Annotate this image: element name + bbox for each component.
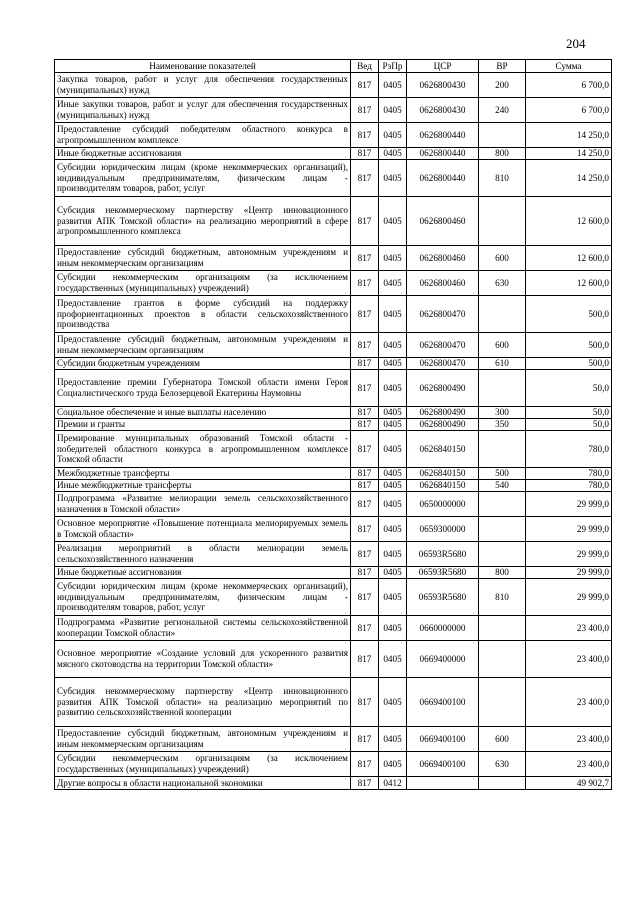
row-vr: [479, 492, 526, 517]
row-rzpr: 0405: [379, 616, 407, 641]
row-rzpr: 0405: [379, 148, 407, 160]
row-sum: 50,0: [526, 370, 612, 407]
row-vr: 240: [479, 98, 526, 123]
row-name: Субсидии некоммерческим организациям (за исключением государственных (муниципальных) учреждений): [55, 271, 351, 296]
row-rzpr: 0405: [379, 98, 407, 123]
row-csr: 0659300000: [407, 517, 479, 542]
row-csr: 0669400100: [407, 752, 479, 777]
row-ved: 817: [351, 492, 379, 517]
row-ved: 817: [351, 160, 379, 197]
row-name: Субсидии некоммерческим организациям (за исключением государственных (муниципальных) учреждений): [55, 752, 351, 777]
table-row: [55, 492, 612, 517]
table-row: [55, 73, 612, 98]
row-csr: 0669400000: [407, 641, 479, 678]
row-name: Межбюджетные трансферты: [55, 468, 351, 480]
row-name: Другие вопросы в области национальной экономики: [55, 777, 351, 790]
row-name: Подпрограмма «Развитие мелиорации земель сельскохозяйственного назначения в Томской области»: [55, 492, 351, 517]
row-csr: 0626840150: [407, 468, 479, 480]
header-rzpr: РзПр: [379, 60, 407, 73]
row-vr: 300: [479, 407, 526, 419]
table-row: [55, 333, 612, 358]
table-row: [55, 678, 612, 727]
row-rzpr: 0405: [379, 271, 407, 296]
row-name: Субсидия некоммерческому партнерству «Центр инновационного развития АПК Томской области» на реализацию мероприятий в сфере агропромышленного комплекса: [55, 197, 351, 246]
row-name: Субсидии юридическим лицам (кроме некоммерческих организаций), индивидуальным предпринимателям, физическим лицам - производителям товаров, работ, услуг: [55, 160, 351, 197]
row-vr: 610: [479, 358, 526, 370]
row-vr: 600: [479, 333, 526, 358]
table-row: [55, 431, 612, 468]
table-row: [55, 480, 612, 492]
row-ved: 817: [351, 777, 379, 790]
row-csr: 0669400100: [407, 678, 479, 727]
row-sum: 780,0: [526, 480, 612, 492]
row-csr: 0626800460: [407, 246, 479, 271]
row-ved: 817: [351, 468, 379, 480]
table-row: [55, 727, 612, 752]
row-rzpr: 0405: [379, 492, 407, 517]
table-row: [55, 542, 612, 567]
row-csr: [407, 777, 479, 790]
table-row: [55, 246, 612, 271]
row-ved: 817: [351, 431, 379, 468]
row-sum: 29 999,0: [526, 579, 612, 616]
table-row: [55, 752, 612, 777]
row-rzpr: 0405: [379, 160, 407, 197]
row-ved: 817: [351, 542, 379, 567]
row-rzpr: 0405: [379, 480, 407, 492]
row-vr: 810: [479, 579, 526, 616]
row-name: Субсидия некоммерческому партнерству «Центр инновационного развития АПК Томской области» на реализацию мероприятий по развитию сельскохозяйственной кооперации: [55, 678, 351, 727]
row-ved: 817: [351, 419, 379, 431]
row-name: Предоставление субсидий бюджетным, автономным учреждениям и иным некоммерческим организациям: [55, 727, 351, 752]
table-row: [55, 641, 612, 678]
row-sum: 6 700,0: [526, 73, 612, 98]
row-vr: 800: [479, 148, 526, 160]
row-ved: 817: [351, 480, 379, 492]
row-csr: 06593R5680: [407, 579, 479, 616]
row-rzpr: 0405: [379, 246, 407, 271]
row-name: Иные межбюджетные трансферты: [55, 480, 351, 492]
row-csr: 0626800430: [407, 98, 479, 123]
row-name: Основное мероприятие «Повышение потенциала мелиорируемых земель в Томской области»: [55, 517, 351, 542]
page-number: 204: [566, 36, 586, 51]
header-name: Наименование показателей: [55, 60, 351, 73]
row-ved: 817: [351, 567, 379, 579]
row-vr: [479, 641, 526, 678]
row-rzpr: 0405: [379, 370, 407, 407]
row-sum: 23 400,0: [526, 727, 612, 752]
header-ved: Вед: [351, 60, 379, 73]
row-rzpr: 0405: [379, 579, 407, 616]
row-rzpr: 0405: [379, 752, 407, 777]
row-csr: 0626800490: [407, 419, 479, 431]
row-rzpr: 0405: [379, 542, 407, 567]
row-vr: [479, 678, 526, 727]
row-ved: 817: [351, 370, 379, 407]
table-row: [55, 407, 612, 419]
row-vr: 810: [479, 160, 526, 197]
row-csr: 0626800470: [407, 358, 479, 370]
table-body: [55, 73, 612, 790]
row-sum: 23 400,0: [526, 678, 612, 727]
row-ved: 817: [351, 407, 379, 419]
row-csr: 0650000000: [407, 492, 479, 517]
row-csr: 0626840150: [407, 480, 479, 492]
row-csr: 0626800440: [407, 123, 479, 148]
row-name: Премии и гранты: [55, 419, 351, 431]
row-vr: [479, 431, 526, 468]
row-rzpr: 0405: [379, 419, 407, 431]
row-sum: 14 250,0: [526, 160, 612, 197]
row-rzpr: 0405: [379, 73, 407, 98]
row-name: Субсидии бюджетным учреждениям: [55, 358, 351, 370]
header-csr: ЦСР: [407, 60, 479, 73]
row-ved: 817: [351, 98, 379, 123]
row-vr: [479, 197, 526, 246]
row-vr: 540: [479, 480, 526, 492]
row-rzpr: 0405: [379, 197, 407, 246]
row-ved: 817: [351, 616, 379, 641]
row-vr: 800: [479, 567, 526, 579]
row-name: Предоставление грантов в форме субсидий на поддержку профориентационных проектов в области сельскохозяйственного производства: [55, 296, 351, 333]
table-row: [55, 197, 612, 246]
row-csr: 0626800470: [407, 296, 479, 333]
table-row: [55, 419, 612, 431]
row-vr: [479, 370, 526, 407]
row-csr: 0626800440: [407, 148, 479, 160]
row-csr: 06593R5680: [407, 542, 479, 567]
row-csr: 0626800470: [407, 333, 479, 358]
row-name: Социальное обеспечение и иные выплаты населению: [55, 407, 351, 419]
row-vr: [479, 777, 526, 790]
table-row: [55, 370, 612, 407]
table-row: [55, 98, 612, 123]
row-ved: 817: [351, 123, 379, 148]
row-ved: 817: [351, 579, 379, 616]
header-vr: ВР: [479, 60, 526, 73]
row-name: Основное мероприятие «Создание условий для ускоренного развития мясного скотоводства на территории Томской области»: [55, 641, 351, 678]
row-sum: 29 999,0: [526, 542, 612, 567]
row-rzpr: 0405: [379, 123, 407, 148]
row-ved: 817: [351, 197, 379, 246]
row-csr: 0626800460: [407, 271, 479, 296]
row-ved: 817: [351, 641, 379, 678]
table-row: [55, 616, 612, 641]
row-sum: 780,0: [526, 431, 612, 468]
row-rzpr: 0405: [379, 567, 407, 579]
table-row: [55, 567, 612, 579]
row-rzpr: 0405: [379, 333, 407, 358]
row-ved: 817: [351, 358, 379, 370]
row-sum: 49 902,7: [526, 777, 612, 790]
row-vr: 630: [479, 752, 526, 777]
row-sum: 500,0: [526, 358, 612, 370]
table-row: [55, 296, 612, 333]
table-row: [55, 777, 612, 790]
row-name: Закупка товаров, работ и услуг для обеспечения государственных (муниципальных) нужд: [55, 73, 351, 98]
table-row: [55, 148, 612, 160]
row-rzpr: 0405: [379, 517, 407, 542]
row-csr: 0626800430: [407, 73, 479, 98]
row-csr: 0660000000: [407, 616, 479, 641]
row-name: Подпрограмма «Развитие региональной системы сельскохозяйственной кооперации Томской области»: [55, 616, 351, 641]
row-name: Предоставление субсидий бюджетным, автономным учреждениям и иным некоммерческим организациям: [55, 246, 351, 271]
row-name: Иные закупки товаров, работ и услуг для обеспечения государственных (муниципальных) нужд: [55, 98, 351, 123]
row-ved: 817: [351, 752, 379, 777]
table-row: [55, 271, 612, 296]
row-csr: 06593R5680: [407, 567, 479, 579]
row-csr: 0626800490: [407, 407, 479, 419]
row-sum: 12 600,0: [526, 246, 612, 271]
row-vr: 200: [479, 73, 526, 98]
row-vr: 600: [479, 246, 526, 271]
row-rzpr: 0405: [379, 358, 407, 370]
row-name: Иные бюджетные ассигнования: [55, 148, 351, 160]
table-header-row: [55, 60, 612, 73]
row-vr: [479, 517, 526, 542]
row-ved: 817: [351, 678, 379, 727]
row-ved: 817: [351, 333, 379, 358]
row-vr: 630: [479, 271, 526, 296]
row-sum: 23 400,0: [526, 616, 612, 641]
row-csr: 0669400100: [407, 727, 479, 752]
row-ved: 817: [351, 246, 379, 271]
row-name: Реализация мероприятий в области мелиорации земель сельскохозяйственного назначения: [55, 542, 351, 567]
row-rzpr: 0405: [379, 407, 407, 419]
row-sum: 500,0: [526, 333, 612, 358]
row-name: Премирование муниципальных образований Томской области - победителей областного конкурса в агропромышленном комплексе Томской области: [55, 431, 351, 468]
row-vr: [479, 616, 526, 641]
table-row: [55, 579, 612, 616]
row-rzpr: 0405: [379, 296, 407, 333]
row-vr: 500: [479, 468, 526, 480]
header-sum: Сумма: [526, 60, 612, 73]
table-row: [55, 123, 612, 148]
row-rzpr: 0405: [379, 678, 407, 727]
table-row: [55, 358, 612, 370]
row-sum: 12 600,0: [526, 271, 612, 296]
row-sum: 14 250,0: [526, 148, 612, 160]
row-rzpr: 0405: [379, 431, 407, 468]
row-name: Предоставление субсидий бюджетным, автономным учреждениям и иным некоммерческим организациям: [55, 333, 351, 358]
row-sum: 780,0: [526, 468, 612, 480]
row-sum: 14 250,0: [526, 123, 612, 148]
row-sum: 23 400,0: [526, 752, 612, 777]
row-sum: 29 999,0: [526, 492, 612, 517]
row-sum: 50,0: [526, 419, 612, 431]
row-sum: 500,0: [526, 296, 612, 333]
row-vr: [479, 542, 526, 567]
row-vr: 350: [479, 419, 526, 431]
row-rzpr: 0412: [379, 777, 407, 790]
row-ved: 817: [351, 271, 379, 296]
row-rzpr: 0405: [379, 468, 407, 480]
row-rzpr: 0405: [379, 641, 407, 678]
row-sum: 29 999,0: [526, 567, 612, 579]
row-sum: 29 999,0: [526, 517, 612, 542]
row-vr: 600: [479, 727, 526, 752]
row-name: Предоставление субсидий победителям областного конкурса в агропромышленном комплексе: [55, 123, 351, 148]
row-name: Предоставление премии Губернатора Томской области имени Героя Социалистического труда Белозерцевой Екатерины Наумовны: [55, 370, 351, 407]
budget-table: [54, 59, 612, 790]
row-csr: 0626840150: [407, 431, 479, 468]
row-ved: 817: [351, 73, 379, 98]
row-ved: 817: [351, 517, 379, 542]
row-rzpr: 0405: [379, 727, 407, 752]
row-csr: 0626800460: [407, 197, 479, 246]
row-csr: 0626800490: [407, 370, 479, 407]
row-ved: 817: [351, 727, 379, 752]
row-ved: 817: [351, 148, 379, 160]
row-name: Иные бюджетные ассигнования: [55, 567, 351, 579]
table-row: [55, 468, 612, 480]
row-sum: 12 600,0: [526, 197, 612, 246]
table-row: [55, 517, 612, 542]
row-sum: 50,0: [526, 407, 612, 419]
table-row: [55, 160, 612, 197]
row-csr: 0626800440: [407, 160, 479, 197]
row-name: Субсидии юридическим лицам (кроме некоммерческих организаций), индивидуальным предпринимателям, физическим лицам - производителям товаров, работ, услуг: [55, 579, 351, 616]
row-sum: 23 400,0: [526, 641, 612, 678]
row-sum: 6 700,0: [526, 98, 612, 123]
row-vr: [479, 123, 526, 148]
row-vr: [479, 296, 526, 333]
row-ved: 817: [351, 296, 379, 333]
